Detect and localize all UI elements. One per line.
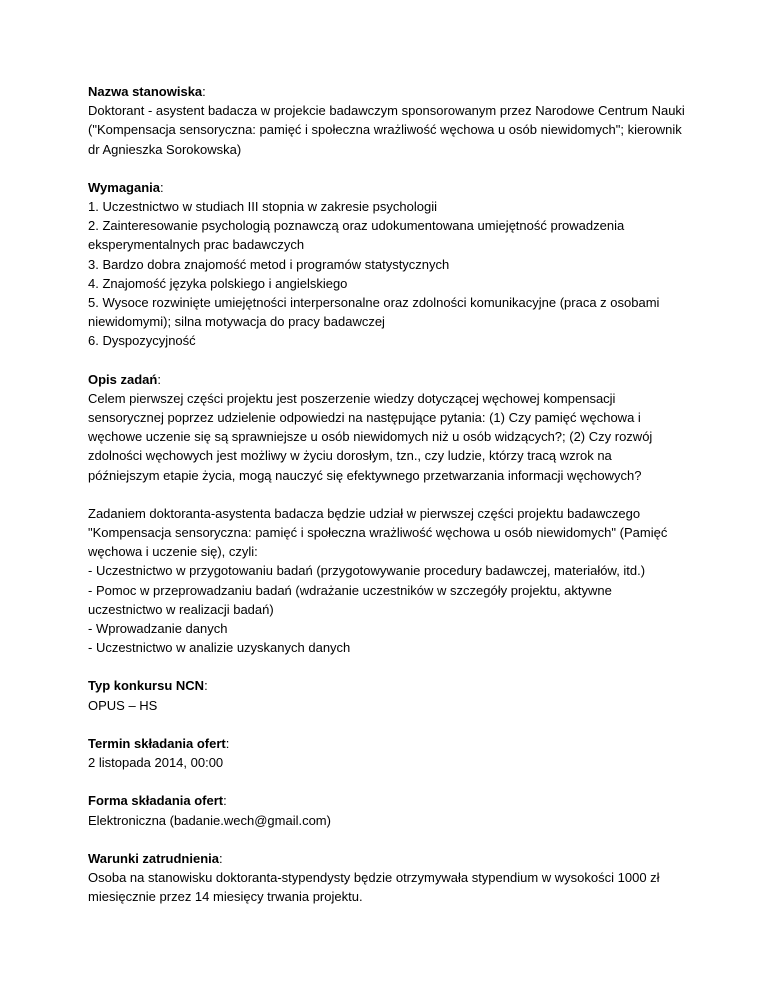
section-deadline (88, 734, 686, 772)
heading-colon: : (202, 84, 206, 99)
section-body: Osoba na stanowisku doktoranta-stypendysty będzie otrzymywała stypendium w wysokości 1000 zł miesięcznie przez 14 miesięcy trwania projektu. (88, 869, 664, 905)
heading-colon: : (225, 735, 230, 751)
list-item: 5. Wysoce rozwinięte umiejętności interpersonalne oraz zdolności komunikacyjne (praca z osobami niewidomymi); silna motywacja do pracy badawczej (88, 295, 660, 330)
list-item: - Wprowadzanie danych (88, 621, 228, 637)
section-heading-line (88, 370, 686, 389)
heading-colon: : (204, 678, 208, 694)
heading-colon: : (157, 371, 161, 387)
heading-colon: : (160, 179, 164, 195)
section-job-title (88, 82, 689, 159)
heading-colon: : (223, 793, 227, 809)
requirements-list (88, 197, 686, 351)
list-item: - Uczestnictwo w przygotowaniu badań (przygotowywanie procedury badawczej, materiałów, itd.) (88, 563, 646, 579)
list-item: 6. Dyspozycyjność (88, 333, 196, 349)
section-heading: Typ konkursu NCN (88, 678, 205, 694)
section-heading: Forma składania ofert (88, 793, 224, 809)
section-body: 2 listopada 2014, 00:00 (88, 755, 224, 771)
section-employment-conditions (88, 849, 686, 907)
section-body: Zadaniem doktoranta-asystenta badacza będzie udział w pierwszej części projektu badawczego "Kompensacja sensoryczna: pamięć i społeczna wrażliwość węchowa u osób niewidomych" (Pamięć węchowa i uczenie się), czyli: (88, 505, 671, 560)
section-heading: Nazwa stanowiska (88, 84, 203, 99)
section-heading: Wymagania (88, 179, 161, 195)
section-heading-line (88, 82, 686, 101)
section-body: OPUS – HS (88, 697, 158, 713)
section-heading-line (88, 178, 686, 197)
list-item: - Pomoc w przeprowadzaniu badań (wdrażanie uczestników w szczegóły projektu, aktywne uczestnictwo w realizacji badań) (88, 582, 612, 617)
list-item: 2. Zainteresowanie psychologią poznawczą oraz udokumentowana umiejętność prowadzenia eksperymentalnych prac badawczych (88, 218, 625, 253)
section-competition-type (88, 676, 686, 714)
section-heading-line (88, 734, 686, 753)
section-heading-line (88, 849, 686, 868)
section-task-description (88, 370, 686, 485)
section-body: Elektroniczna (badanie.wech@gmail.com) (88, 812, 331, 828)
section-heading-line (88, 676, 686, 695)
section-heading: Opis zadań (88, 371, 158, 387)
section-assistant-duties (88, 504, 686, 658)
section-body: Doktorant - asystent badacza w projekcie badawczym sponsorowanym przez Narodowe Centrum Nauki ("Kompensacja sensoryczna: pamięć i społeczna wrażliwość węchowa u osób niewidomych"; kierownik dr Agnieszka Sorokowska) (88, 103, 689, 157)
heading-colon: : (218, 850, 223, 866)
document-page (88, 82, 689, 925)
list-item: 1. Uczestnictwo w studiach III stopnia w zakresie psychologii (88, 199, 437, 215)
duties-list (88, 561, 686, 657)
list-item: - Uczestnictwo w analizie uzyskanych danych (88, 640, 351, 656)
list-item: 4. Znajomość języka polskiego i angielskiego (88, 275, 348, 291)
section-heading: Termin składania ofert (88, 735, 226, 751)
section-heading-line (88, 791, 686, 810)
section-heading: Warunki zatrudnienia (88, 850, 219, 866)
list-item: 3. Bardzo dobra znajomość metod i programów statystycznych (88, 256, 450, 272)
section-submission-form (88, 791, 686, 829)
section-body: Celem pierwszej części projektu jest poszerzenie wiedzy dotyczącej węchowej kompensacji sensorycznej poprzez udzielenie odpowiedzi na następujące pytania: (1) Czy pamięć węchowa i węchowe uczenie się są sprawniejsze u osób niewidomych niż u osób widzących?; (2) Czy rozwój zdolności węchowych jest możliwy w życiu dorosłym, tzn., czy ludzie, którzy tracą wzrok na późniejszym etapie życia, mogą nauczyć się efektywnego przetwarzania informacji węchowych? (88, 390, 656, 483)
section-requirements (88, 178, 686, 351)
